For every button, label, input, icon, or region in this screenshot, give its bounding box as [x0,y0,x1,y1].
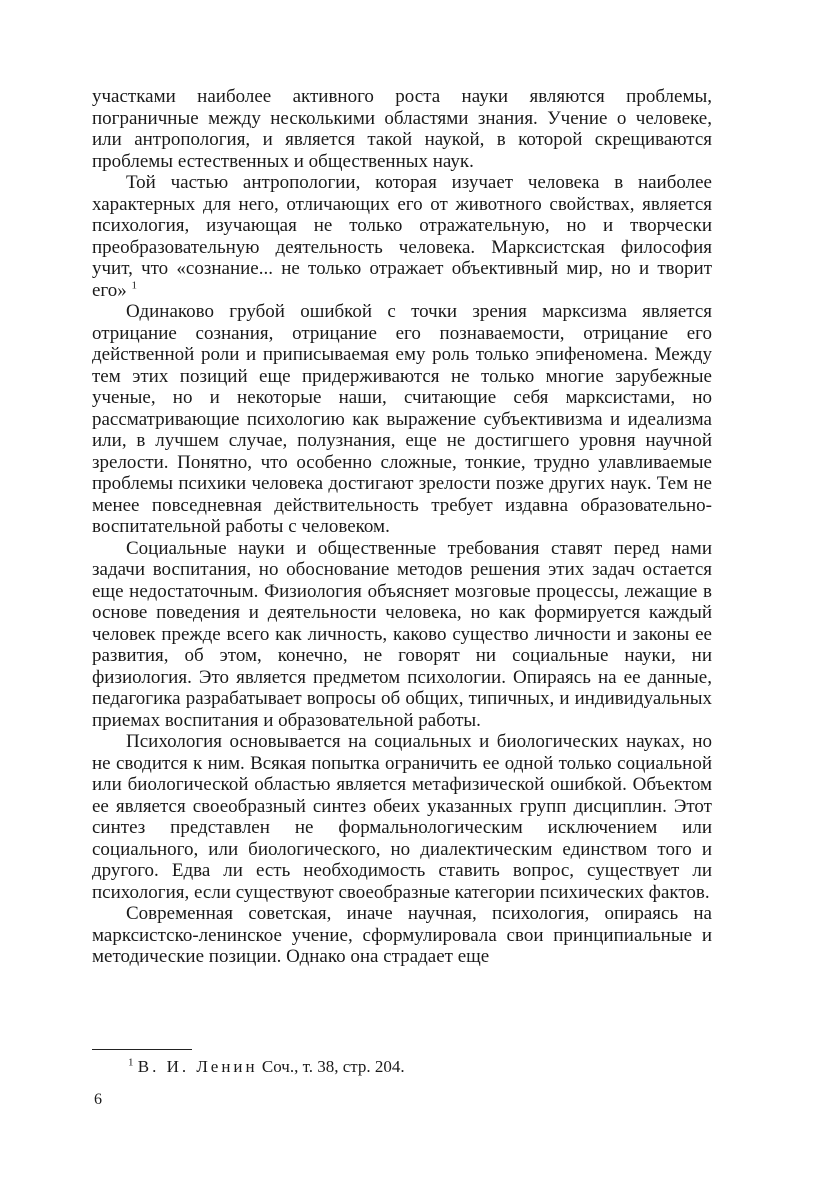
footnote-source: Соч., т. 38, стр. 204. [261,1057,405,1076]
paragraph-2-text: Той частью антропологии, которая изучает человека в наиболее характерных для него, отличающих его от животного свойствах, является психология, изучающая не только отражательную, но и творчески преобразовательную деятельность человека. Марксистская философия учит, что «сознание... не только отражает объективный мир, но и творит его» [92,172,712,301]
footnote-divider [92,1049,192,1050]
page-number: 6 [94,1091,102,1108]
page-body [92,86,712,968]
footnote-author: В. И. Ленин [137,1057,258,1076]
footnote [128,1056,405,1078]
footnote-ref: 1 [131,279,138,292]
paragraph-3: Одинаково грубой ошибкой с точки зрения марксизма является отрицание сознания, отрицание его познаваемости, отрицание его действенной роли и приписываемая ему роль только эпифеномена. Между тем этих позиций еще придерживаются не только многие зарубежные ученые, но и некоторые наши, считающие себя марксистами, но рассматривающие психологию как выражение субъективизма и идеализма или, в лучшем случае, полузнания, еще не достигшего уровня научной зрелости. Понятно, что особенно сложные, тонкие, трудно улавливаемые проблемы психики человека достигают зрелости позже других наук. Тем не менее повседневная действительность требует издавна образовательно-воспитательной работы с человеком. [92,301,712,537]
paragraph-5: Психология основывается на социальных и биологических науках, но не сводится к ним. Всякая попытка ограничить ее одной только социальной или биологической областью является метафизической ошибкой. Объектом ее является своеобразный синтез обеих указанных групп дисциплин. Этот синтез представлен не формальнологическим исключением или социального, или биологического, но диалектическим единством того и другого. Едва ли есть необходимость ставить вопрос, существует ли психология, если существуют своеобразные категории психических фактов. [92,731,712,903]
paragraph-6: Современная советская, иначе научная, психология, опираясь на марксистско-ленинское учение, сформулировала свои принципиальные и методические позиции. Однако она страдает еще [92,903,712,967]
paragraph-1: участками наиболее активного роста науки являются проблемы, пограничные между несколькими областями знания. Учение о человеке, или антропология, и является такой наукой, в которой скрещиваются проблемы естественных и общественных наук. [92,86,712,172]
paragraph-2 [92,172,712,301]
paragraph-4: Социальные науки и общественные требования ставят перед нами задачи воспитания, но обоснование методов решения этих задач остается еще недостаточным. Физиология объясняет мозговые процессы, лежащие в основе поведения и деятельности человека, но как формируется каждый человек прежде всего как личность, каково существо личности и законы ее развития, об этом, конечно, не говорят ни социальные науки, ни физиология. Это является предметом психологии. Опираясь на ее данные, педагогика разрабатывает вопросы об общих, типичных, и индивидуальных приемах воспитания и образовательной работы. [92,537,712,731]
footnote-number: 1 [128,1056,134,1069]
